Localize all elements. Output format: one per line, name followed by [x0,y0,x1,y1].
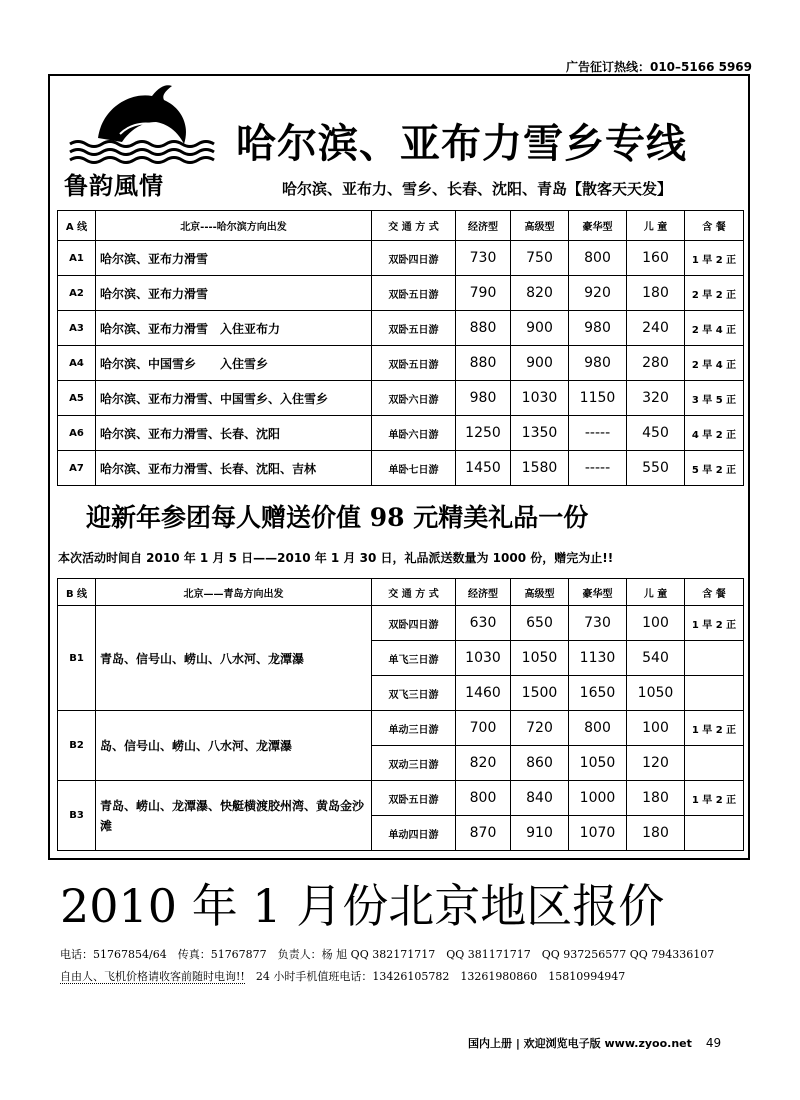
row-advanced: 650 [511,606,569,641]
row-transport: 单动三日游 [372,711,456,746]
row-meals: 5 早 2 正 [685,451,744,486]
row-transport: 单动四日游 [372,816,456,851]
row-child: 540 [627,641,685,676]
row-economy: 880 [456,346,511,381]
contact-line-hotline [60,968,625,984]
row-luxury: 920 [569,276,627,311]
table-row [58,451,744,486]
row-luxury: 1050 [569,746,627,781]
row-meals: 1 早 2 正 [685,711,744,746]
row-luxury: 1070 [569,816,627,851]
contact-line-phones: 电话：51767854/64 传真：51767877 负责人：杨 旭 QQ 382171717 QQ 381171717 QQ 937256577 QQ 794336107 [60,948,715,961]
row-child: 180 [627,816,685,851]
table-row [58,276,744,311]
row-code: A1 [58,241,96,276]
row-economy: 700 [456,711,511,746]
dolphin-wave-logo-icon [60,82,228,168]
row-transport: 双卧四日游 [372,241,456,276]
row-transport: 双卧五日游 [372,346,456,381]
row-luxury: 1000 [569,781,627,816]
row-advanced: 1050 [511,641,569,676]
row-transport: 双卧五日游 [372,276,456,311]
row-advanced: 900 [511,311,569,346]
row-child: 320 [627,381,685,416]
table-row [58,781,744,816]
table-row [58,381,744,416]
row-meals: 1 早 2 正 [685,781,744,816]
row-route: 哈尔滨、亚布力滑雪 [96,276,372,311]
row-route: 哈尔滨、亚布力滑雪 入住亚布力 [96,311,372,346]
row-meals [685,816,744,851]
row-meals: 2 早 4 正 [685,311,744,346]
header-route: 北京----哈尔滨方向出发 [96,211,372,241]
table-row [58,311,744,346]
row-child: 550 [627,451,685,486]
group-code: B3 [58,781,96,851]
logo [60,82,228,200]
row-transport: 双动三日游 [372,746,456,781]
price-period-title: 2010 年 1 月份北京地区报价 [60,879,665,933]
row-transport: 双卧六日游 [372,381,456,416]
row-transport: 双卧五日游 [372,311,456,346]
row-meals [685,641,744,676]
page-number: 49 [705,1036,722,1050]
row-advanced: 750 [511,241,569,276]
row-child: 120 [627,746,685,781]
row-transport: 单卧七日游 [372,451,456,486]
row-advanced: 840 [511,781,569,816]
row-transport: 双飞三日游 [372,676,456,711]
row-code: A7 [58,451,96,486]
row-advanced: 860 [511,746,569,781]
row-code: A6 [58,416,96,451]
header-meals: 含 餐 [685,211,744,241]
header-meals: 含 餐 [685,579,744,606]
group-route: 青岛、崂山、龙潭瀑、快艇横渡胶州湾、黄岛金沙滩 [96,781,372,851]
header-child: 儿 童 [627,211,685,241]
row-code: A3 [58,311,96,346]
row-code: A5 [58,381,96,416]
row-luxury: 730 [569,606,627,641]
table-row [58,606,744,641]
table-header-row [58,211,744,241]
main-title: 哈尔滨、亚布力雪乡专线 [236,120,687,167]
row-code: A4 [58,346,96,381]
row-advanced: 1580 [511,451,569,486]
row-route: 哈尔滨、中国雪乡 入住雪乡 [96,346,372,381]
group-code: B2 [58,711,96,781]
row-advanced: 1030 [511,381,569,416]
group-route: 青岛、信号山、崂山、八水河、龙潭瀑 [96,606,372,711]
row-luxury: 800 [569,711,627,746]
row-advanced: 720 [511,711,569,746]
row-economy: 1450 [456,451,511,486]
row-child: 180 [627,781,685,816]
row-economy: 800 [456,781,511,816]
table-header-row [58,579,744,606]
promo-headline: 迎新年参团每人赠送价值 98 元精美礼品一份 [86,503,589,532]
row-economy: 870 [456,816,511,851]
airfare-inquiry-note: 自由人、飞机价格请收客前随时电询!! [60,970,245,983]
row-child: 450 [627,416,685,451]
header-luxury: 豪华型 [569,579,627,606]
row-meals: 2 早 2 正 [685,276,744,311]
row-child: 1050 [627,676,685,711]
row-economy: 630 [456,606,511,641]
row-meals: 2 早 4 正 [685,346,744,381]
duty-phones: 24 小时手机值班电话：13426105782 13261980860 15810994947 [244,970,626,983]
row-transport: 双卧五日游 [372,781,456,816]
row-economy: 1250 [456,416,511,451]
row-meals: 4 早 2 正 [685,416,744,451]
table-line-a [57,210,744,486]
row-economy: 1460 [456,676,511,711]
row-luxury: 1650 [569,676,627,711]
row-economy: 820 [456,746,511,781]
row-meals [685,676,744,711]
row-meals [685,746,744,781]
row-luxury: 800 [569,241,627,276]
row-child: 180 [627,276,685,311]
sub-title: 哈尔滨、亚布力、雪乡、长春、沈阳、青岛【散客天天发】 [282,180,673,198]
row-transport: 单卧六日游 [372,416,456,451]
row-luxury: 1150 [569,381,627,416]
row-meals: 3 早 5 正 [685,381,744,416]
page-footer [468,1035,721,1051]
row-child: 240 [627,311,685,346]
row-advanced: 1350 [511,416,569,451]
row-child: 160 [627,241,685,276]
row-advanced: 820 [511,276,569,311]
row-luxury: 1130 [569,641,627,676]
table-row [58,241,744,276]
header-line: B 线 [58,579,96,606]
header-advanced: 高级型 [511,579,569,606]
row-meals: 1 早 2 正 [685,606,744,641]
row-route: 哈尔滨、亚布力滑雪、长春、沈阳、吉林 [96,451,372,486]
row-luxury: 980 [569,346,627,381]
row-route: 哈尔滨、亚布力滑雪 [96,241,372,276]
row-route: 哈尔滨、亚布力滑雪、中国雪乡、入住雪乡 [96,381,372,416]
header-child: 儿 童 [627,579,685,606]
row-economy: 980 [456,381,511,416]
row-child: 100 [627,606,685,641]
header-transport: 交 通 方 式 [372,211,456,241]
logo-text: 鲁韵風情 [64,171,164,200]
header-route: 北京——青岛方向出发 [96,579,372,606]
row-economy: 790 [456,276,511,311]
header-economy: 经济型 [456,579,511,606]
header-transport: 交 通 方 式 [372,579,456,606]
row-transport: 双卧四日游 [372,606,456,641]
row-luxury: 980 [569,311,627,346]
group-route: 岛、信号山、崂山、八水河、龙潭瀑 [96,711,372,781]
row-advanced: 900 [511,346,569,381]
row-economy: 880 [456,311,511,346]
table-row [58,711,744,746]
row-economy: 1030 [456,641,511,676]
header-advanced: 高级型 [511,211,569,241]
group-code: B1 [58,606,96,711]
table-row [58,346,744,381]
row-route: 哈尔滨、亚布力滑雪、长春、沈阳 [96,416,372,451]
promo-note: 本次活动时间自 2010 年 1 月 5 日——2010 年 1 月 30 日，礼品派送数量为 1000 份，赠完为止!! [58,551,614,565]
row-luxury: ----- [569,416,627,451]
row-meals: 1 早 2 正 [685,241,744,276]
row-advanced: 910 [511,816,569,851]
row-transport: 单飞三日游 [372,641,456,676]
header-luxury: 豪华型 [569,211,627,241]
row-advanced: 1500 [511,676,569,711]
ad-hotline: 广告征订热线：010–5166 5969 [565,60,752,74]
header-line: A 线 [58,211,96,241]
header-economy: 经济型 [456,211,511,241]
row-economy: 730 [456,241,511,276]
footer-text: 国内上册 | 欢迎浏览电子版 www.zyoo.net [468,1037,692,1050]
table-line-b [57,578,744,851]
row-code: A2 [58,276,96,311]
table-row [58,416,744,451]
row-child: 280 [627,346,685,381]
row-child: 100 [627,711,685,746]
row-luxury: ----- [569,451,627,486]
